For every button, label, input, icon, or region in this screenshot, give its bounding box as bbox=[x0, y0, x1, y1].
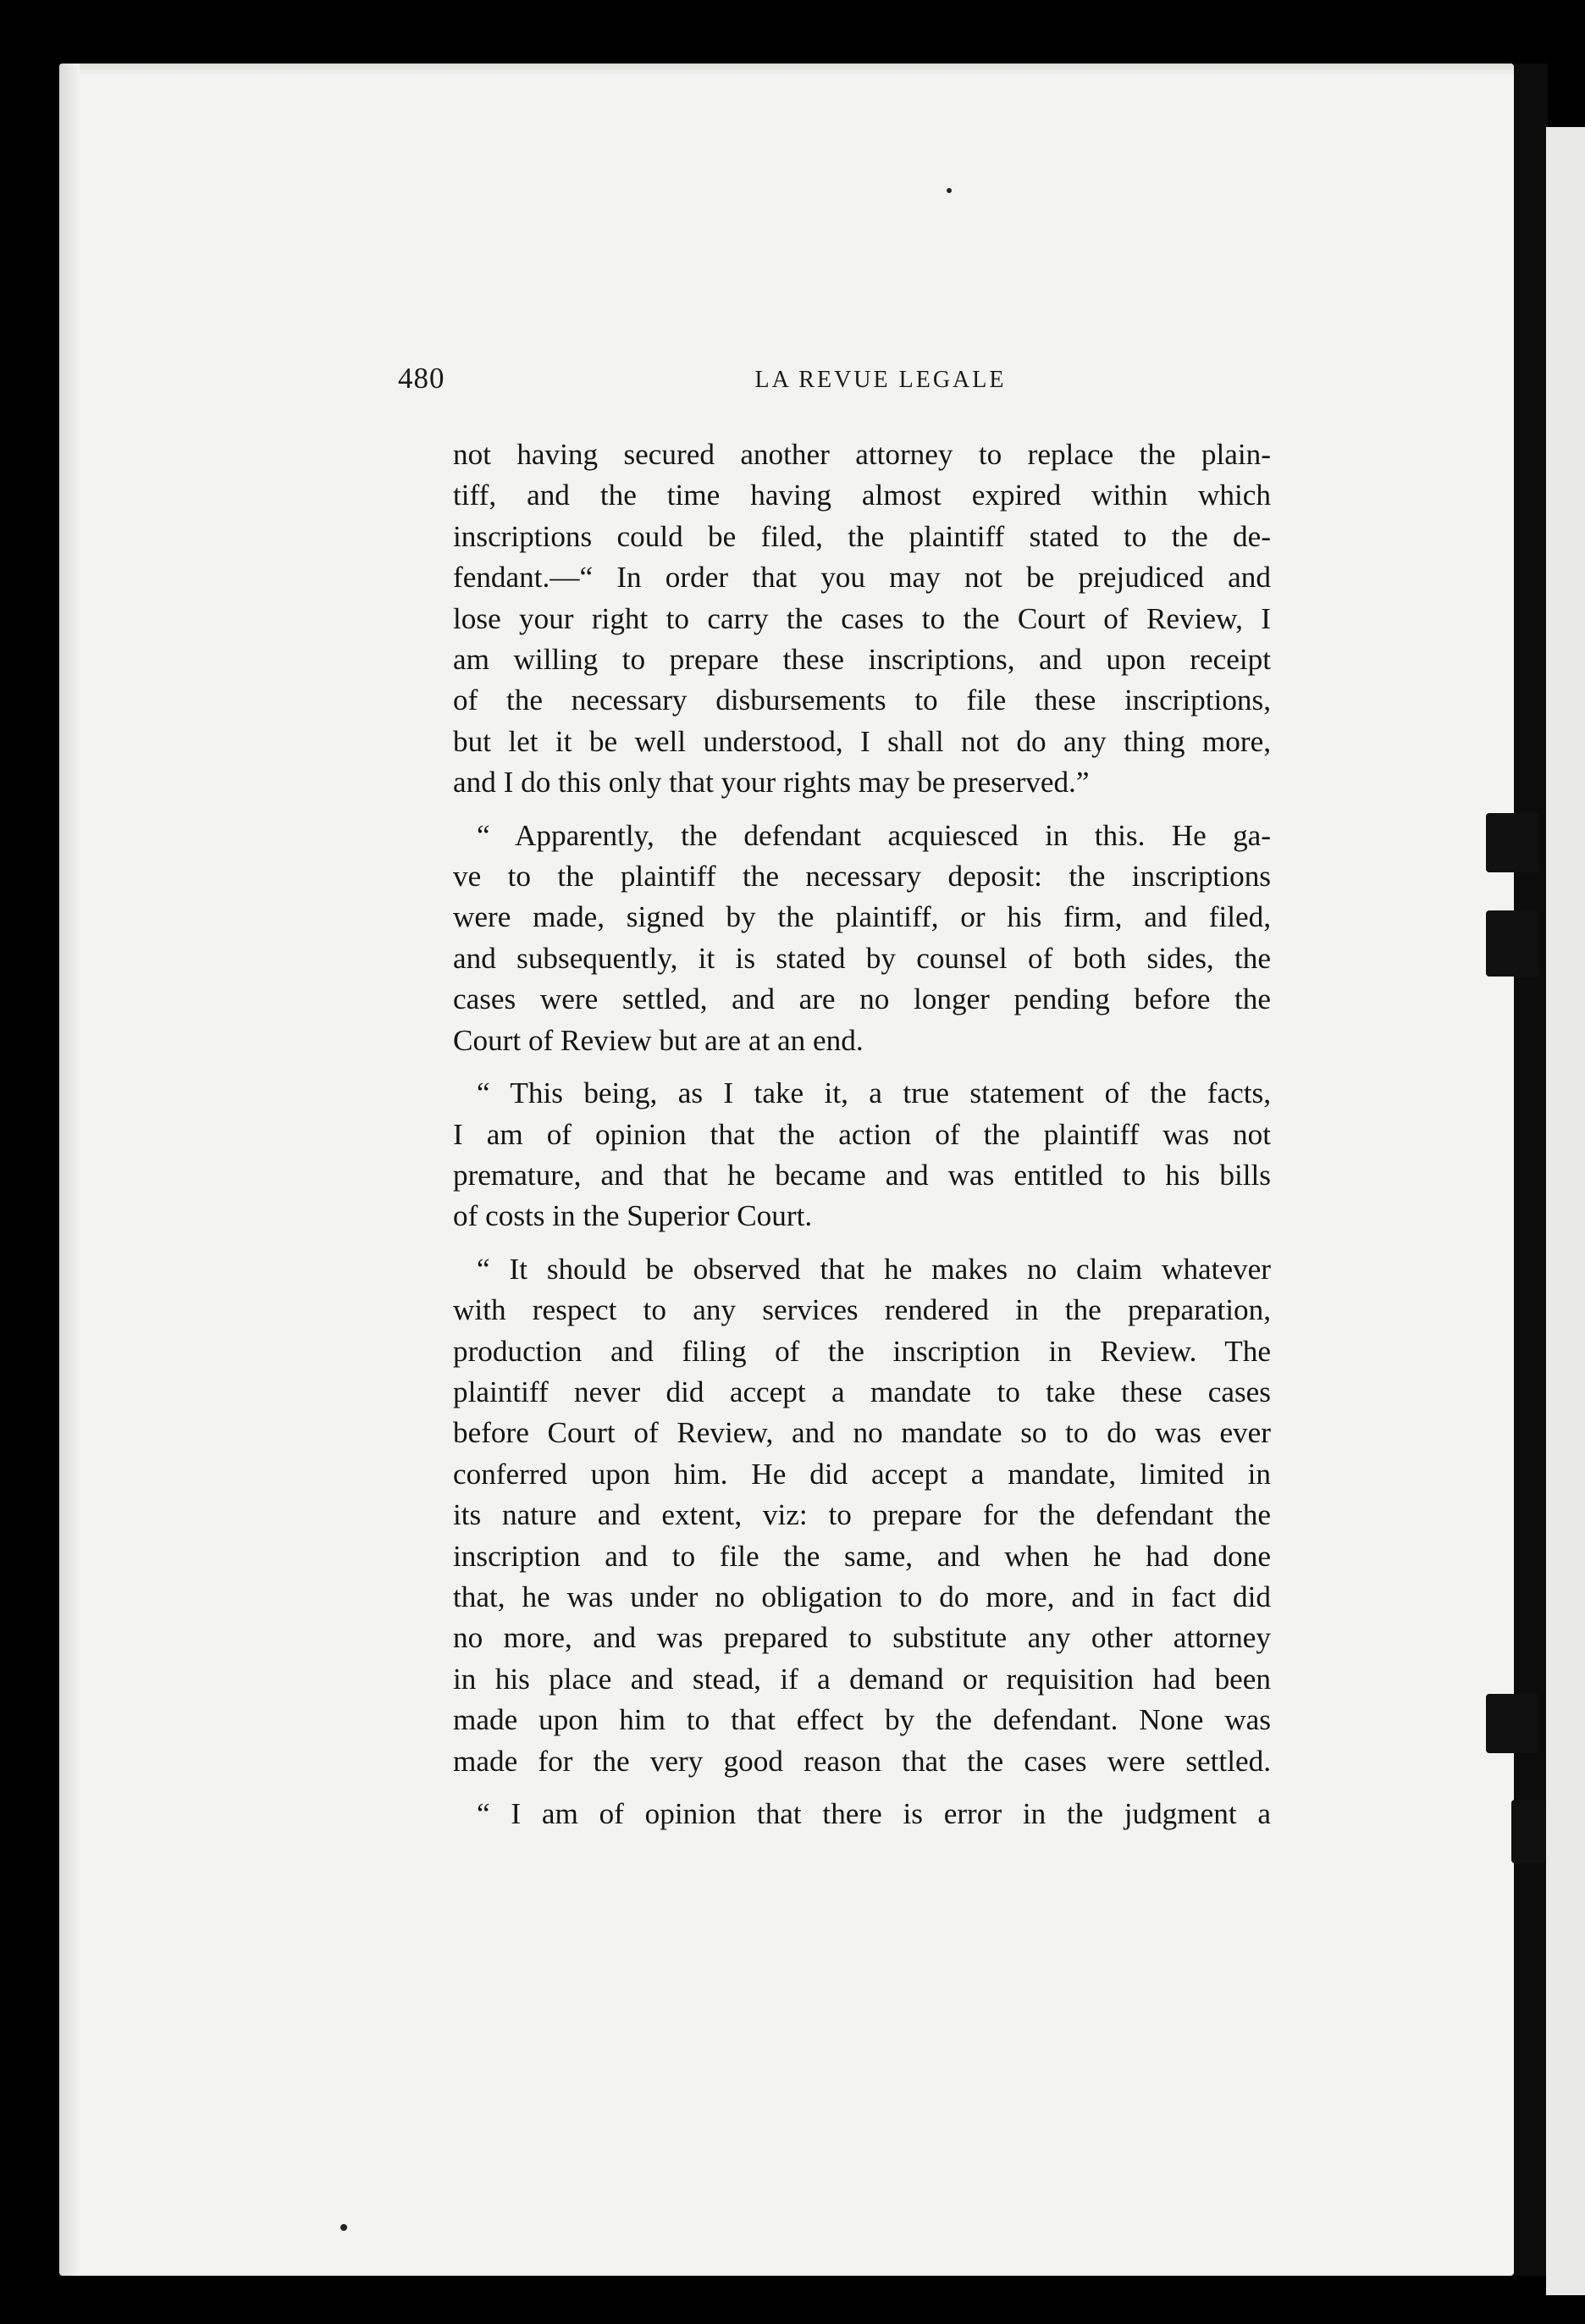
text-line: fendant.—“ In order that you may not be prejudiced and bbox=[453, 561, 1271, 595]
adjacent-page-edge bbox=[1546, 127, 1585, 2295]
paragraph bbox=[453, 434, 1271, 804]
text-line: but let it be well understood, I shall not do any thing more, bbox=[453, 724, 1271, 758]
text-line: were made, signed by the plaintiff, or his firm, and filed, bbox=[453, 900, 1271, 934]
page-header bbox=[398, 362, 1270, 412]
text-line: its nature and extent, viz: to prepare for the defendant the bbox=[453, 1498, 1271, 1532]
page-number: 480 bbox=[398, 362, 445, 395]
text-line: in his place and stead, if a demand or requisition had been bbox=[453, 1662, 1271, 1696]
text-line: I am of opinion that the action of the plaintiff was not bbox=[453, 1117, 1271, 1151]
text-line: tiff, and the time having almost expired within which bbox=[453, 479, 1271, 512]
text-line: am willing to prepare these inscriptions, and upon receipt bbox=[453, 643, 1271, 677]
text-line: of costs in the Superior Court. bbox=[453, 1199, 813, 1233]
speck bbox=[340, 2224, 347, 2231]
scan-background-strip bbox=[1514, 64, 1548, 2276]
binding-tab-mark bbox=[1511, 1800, 1545, 1863]
text-line: lose your right to carry the cases to the Court of Review, I bbox=[453, 601, 1271, 635]
text-line: no more, and was prepared to substitute any other attorney bbox=[453, 1621, 1271, 1655]
text-line: conferred upon him. He did accept a mandate, limited in bbox=[453, 1457, 1271, 1491]
text-line: “ It should be observed that he makes no claim whatever bbox=[477, 1252, 1271, 1286]
paragraph bbox=[453, 1794, 1271, 1834]
text-line: and subsequently, it is stated by counsel of both sides, the bbox=[453, 941, 1271, 975]
text-line: “ Apparently, the defendant acquiesced in this. He ga- bbox=[477, 818, 1271, 852]
binding-tab-mark bbox=[1486, 1694, 1538, 1753]
text-line: ve to the plaintiff the necessary deposit: the inscriptions bbox=[453, 860, 1271, 894]
text-line: of the necessary disbursements to file these inscriptions, bbox=[453, 683, 1271, 717]
text-line: premature, and that he became and was entitled to his bills bbox=[453, 1158, 1271, 1192]
text-line: “ This being, as I take it, a true statement of the facts, bbox=[477, 1076, 1271, 1110]
text-line: made upon him to that effect by the defendant. None was bbox=[453, 1703, 1271, 1737]
binding-tab-mark bbox=[1486, 910, 1538, 977]
text-line: production and filing of the inscription in Review. The bbox=[453, 1334, 1271, 1368]
text-line: cases were settled, and are no longer pending before the bbox=[453, 982, 1271, 1016]
text-line: not having secured another attorney to replace the plain- bbox=[453, 438, 1271, 471]
text-line: with respect to any services rendered in the preparation, bbox=[453, 1293, 1271, 1327]
paragraph bbox=[453, 816, 1271, 1061]
paragraph bbox=[453, 1249, 1271, 1782]
paragraph bbox=[453, 1073, 1271, 1237]
page-top-shadow bbox=[59, 64, 1514, 75]
binding-tab-mark bbox=[1486, 813, 1538, 872]
speck bbox=[947, 188, 952, 193]
text-line: Court of Review but are at an end. bbox=[453, 1023, 864, 1057]
text-line: and I do this only that your rights may be preserved.” bbox=[453, 766, 1090, 800]
text-line: inscriptions could be filed, the plaintiff stated to the de- bbox=[453, 519, 1271, 553]
text-line: before Court of Review, and no mandate so to do was ever bbox=[453, 1416, 1271, 1450]
text-line: that, he was under no obligation to do more, and in fact did bbox=[453, 1580, 1271, 1613]
body-text bbox=[453, 434, 1271, 1846]
text-line: plaintiff never did accept a mandate to take these cases bbox=[453, 1375, 1271, 1408]
running-head: LA REVUE LEGALE bbox=[754, 367, 1007, 393]
page-left-shadow bbox=[59, 64, 80, 2276]
text-line: inscription and to file the same, and when he had done bbox=[453, 1539, 1271, 1573]
text-line: made for the very good reason that the cases were settled. bbox=[453, 1744, 1271, 1778]
text-line: “ I am of opinion that there is error in the judgment a bbox=[477, 1797, 1271, 1830]
